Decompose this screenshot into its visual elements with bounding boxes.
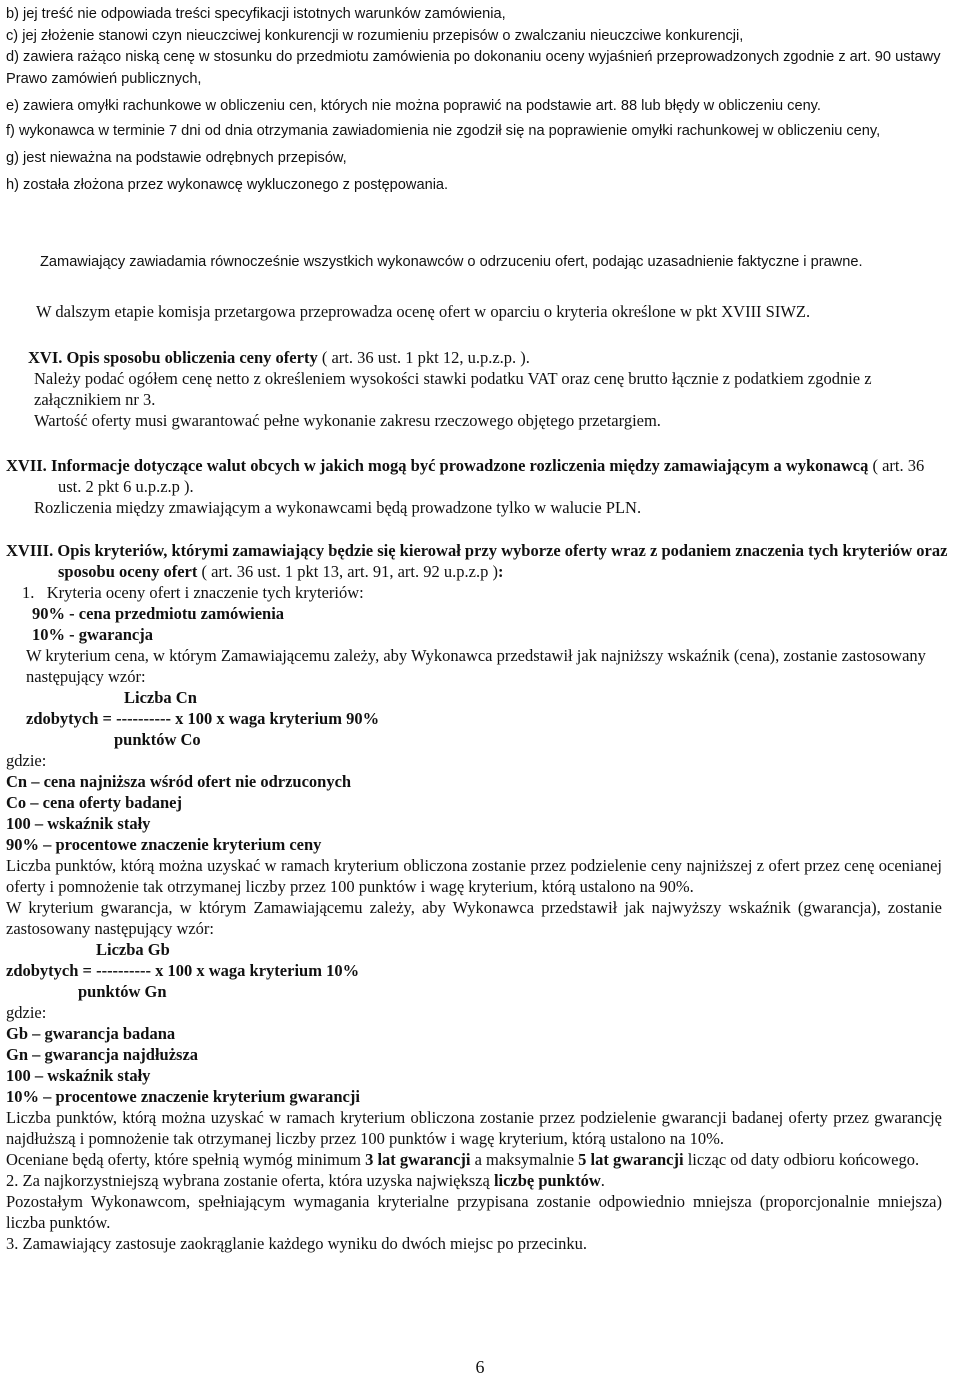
criteria-item-1 bbox=[6, 582, 960, 603]
def-gb: Gb – gwarancja badana bbox=[6, 1024, 176, 1043]
criterion-price: 90% - cena przedmiotu zamówienia bbox=[32, 604, 285, 623]
section-xviii-number: XVIII. bbox=[6, 541, 54, 560]
list-item-f: f) wykonawca w terminie 7 dni od dnia otrzymania zawiadomienia nie zgodził się na poprawienie omyłki rachunkowej w obliczeniu ceny, bbox=[6, 122, 881, 139]
list-item-h: h) została złożona przez wykonawcę wykluczonego z postępowania. bbox=[6, 176, 449, 193]
criteria-item-2: 2. Za najkorzystniejszą wybrana zostanie oferta, która uzyska największą liczbę punktów. bbox=[6, 1171, 605, 1190]
def-cn: Cn – cena najniższa wśród ofert nie odrzuconych bbox=[6, 772, 352, 791]
formula-price-bottom: punktów Co bbox=[114, 730, 201, 749]
others-paragraph: Pozostałym Wykonawcom, spełniającym wymagania kryterialne przypisana zostanie odpowiednio mniejsza (proporcjonalnie mniejsza) liczba punktów. bbox=[6, 1192, 942, 1232]
def-co: Co – cena oferty badanej bbox=[6, 793, 182, 812]
def-100-b: 100 – wskaźnik stały bbox=[6, 1066, 151, 1085]
where-label-1: gdzie: bbox=[6, 751, 47, 770]
list-item-b: b) jej treść nie odpowiada treści specyfikacji istotnych warunków zamówienia, bbox=[6, 6, 506, 22]
section-xvii-title: Informacje dotyczące walut obcych w jakich mogą być prowadzone rozliczenia między zamawiającym a wykonawcą bbox=[50, 456, 869, 475]
criterion-warranty: 10% - gwarancja bbox=[32, 625, 153, 644]
list-item-e: e) zawiera omyłki rachunkowe w obliczeniu cen, których nie można poprawić na podstawie art. 88 lub błędy w obliczeniu ceny. bbox=[6, 98, 821, 114]
section-xviii bbox=[6, 540, 960, 1254]
rated-offers: Oceniane będą oferty, które spełnią wymóg minimum 3 lat gwarancji a maksymalnie 5 lat gwarancji licząc od daty odbioru końcowego. bbox=[6, 1150, 920, 1169]
list-item-g: g) jest nieważna na podstawie odrębnych przepisów, bbox=[6, 150, 347, 166]
section-xvii-ref: ( art. 36 ust. 2 pkt 6 u.p.z.p ). bbox=[58, 456, 925, 496]
section-xvi bbox=[6, 347, 960, 431]
formula-price-top: Liczba Cn bbox=[124, 688, 197, 707]
section-xvi-title: Opis sposobu obliczenia ceny oferty bbox=[66, 348, 318, 367]
section-xvii-heading bbox=[6, 455, 960, 497]
section-xvi-p1: Należy podać ogółem cenę netto z określeniem wysokości stawki podatku VAT oraz cenę brutto łącznie z podatkiem zgodnie z załącznikiem nr 3. bbox=[34, 369, 872, 409]
def-10: 10% – procentowe znaczenie kryterium gwarancji bbox=[6, 1087, 360, 1106]
def-100-a: 100 – wskaźnik stały bbox=[6, 814, 151, 833]
formula-warranty-bottom: punktów Gn bbox=[78, 982, 167, 1001]
section-xvi-ref: ( art. 36 ust. 1 pkt 12, u.p.z.p. ). bbox=[317, 348, 530, 367]
points-emphasis: liczbę punktów bbox=[493, 1171, 601, 1190]
next-step-paragraph: W dalszym etapie komisja przetargowa przeprowadza ocenę ofert w oparciu o kryteria określone w pkt XVIII SIWZ. bbox=[36, 302, 811, 321]
section-xvii-p1: Rozliczenia między zmawiającym a wykonawcami będą prowadzone tylko w walucie PLN. bbox=[34, 498, 642, 517]
section-xviii-heading: XVIII. Opis kryteriów, którymi zamawiający będzie się kierował przy wyborze oferty wraz z podaniem znaczenia tych kryteriów oraz sposobu oceny ofert ( art. 36 ust. 1 pkt 13, art. 91, art. 92 u.p.z.p ): bbox=[6, 541, 948, 581]
price-intro: W kryterium cena, w którym Zamawiającemu zależy, aby Wykonawca przedstawił jak najniższy wskaźnik (cena), zostanie zastosowany następujący wzór: bbox=[26, 646, 926, 686]
section-xvi-p2: Wartość oferty musi gwarantować pełne wykonanie zakresu rzeczowego objętego przetargiem. bbox=[34, 411, 661, 430]
page-number: 6 bbox=[475, 1357, 485, 1377]
section-xviii-title: Opis kryteriów, którymi zamawiający będzie się kierował przy wyborze oferty wraz z podaniem znaczenia tych kryteriów oraz sposobu oceny ofert bbox=[57, 541, 948, 581]
min-warranty: 3 lat gwarancji bbox=[365, 1150, 471, 1169]
section-xvii bbox=[6, 455, 960, 518]
price-explain: Liczba punktów, którą można uzyskać w ramach kryterium obliczona zostanie przez podzielenie ceny najniższej z ofert przez cenę ocenianej oferty i pomnożenie tak otrzymanej liczby przez 100 punktów i wagę kryterium, którą ustalono na 90%. bbox=[6, 856, 942, 896]
criteria-item-3: 3. Zamawiający zastosuje zaokrąglanie każdego wyniku do dwóch miejsc po przecinku. bbox=[6, 1234, 587, 1253]
warranty-intro: W kryterium gwarancja, w którym Zamawiającemu zależy, aby Wykonawca przedstawił jak najwyższy wskaźnik (gwarancja), zostanie zastosowany następujący wzór: bbox=[6, 898, 942, 938]
section-xvii-number: XVII. bbox=[6, 456, 47, 475]
section-xvi-heading bbox=[6, 347, 960, 368]
section-xviii-ref: ( art. 36 ust. 1 pkt 13, art. 91, art. 92 u.p.z.p ) bbox=[197, 562, 498, 581]
formula-price-mid: zdobytych = ---------- x 100 x waga kryterium 90% bbox=[26, 709, 380, 728]
max-warranty: 5 lat gwarancji bbox=[578, 1150, 684, 1169]
warranty-explain: Liczba punktów, którą można uzyskać w ramach kryterium obliczona zostanie przez podzielenie gwarancji badanej oferty przez gwarancję najdłuższą i pomnożenie tak otrzymanej liczby przez 100 punktów i wagę kryterium, którą ustalono na 10%. bbox=[6, 1108, 942, 1148]
criteria-item-1-number: 1. bbox=[22, 583, 35, 602]
section-xvi-number: XVI. bbox=[28, 348, 63, 367]
where-label-2: gdzie: bbox=[6, 1003, 47, 1022]
criteria-item-1-text: Kryteria oceny ofert i znaczenie tych kryteriów: bbox=[46, 583, 364, 602]
rejection-list bbox=[6, 4, 960, 196]
list-item-d: d) zawiera rażąco niską cenę w stosunku do przedmiotu zamówienia po dokonaniu oceny wyjaśnień przeprowadzonych zgodnie z art. 90 ustawy Prawo zamówień publicznych, bbox=[6, 49, 941, 87]
notify-paragraph: Zamawiający zawiadamia równocześnie wszystkich wykonawców o odrzuceniu ofert, podając uzasadnienie faktyczne i prawne. bbox=[40, 254, 863, 270]
def-gn: Gn – gwarancja najdłuższa bbox=[6, 1045, 199, 1064]
list-item-c: c) jej złożenie stanowi czyn nieuczciwej konkurencji w rozumieniu przepisów o zwalczaniu nieuczciwe konkurencji, bbox=[6, 27, 744, 44]
formula-warranty-top: Liczba Gb bbox=[96, 940, 170, 959]
def-90: 90% – procentowe znaczenie kryterium ceny bbox=[6, 835, 322, 854]
formula-warranty-mid: zdobytych = ---------- x 100 x waga kryterium 10% bbox=[6, 961, 360, 980]
